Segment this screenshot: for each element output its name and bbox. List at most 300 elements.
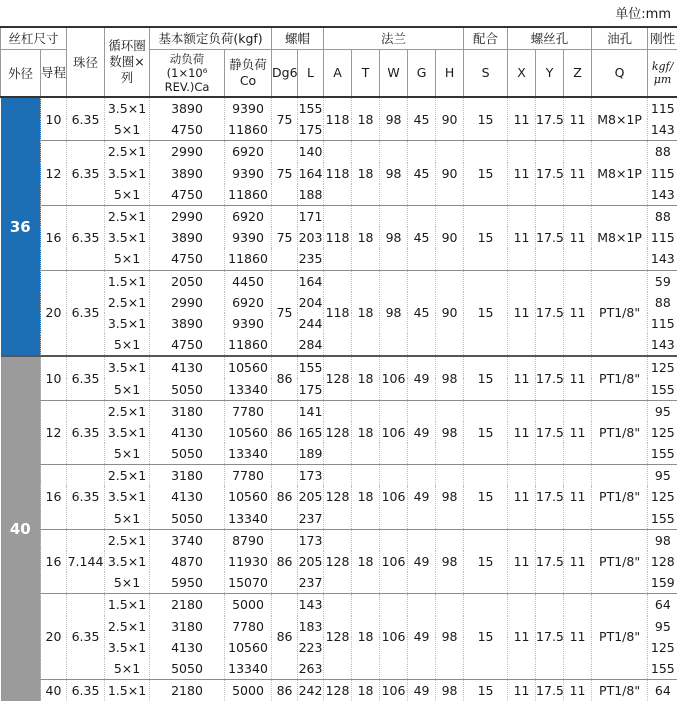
stiffness-cell: 115	[648, 313, 677, 334]
a-cell: 128	[324, 594, 352, 680]
header-static-load: 静负荷Co	[225, 49, 272, 97]
q-cell: M8×1P	[592, 97, 648, 141]
t-cell: 18	[352, 400, 380, 465]
w-cell: 106	[380, 594, 408, 680]
header-dg6: Dg6	[272, 49, 298, 97]
g-cell: 45	[408, 97, 436, 141]
dynamic-load-cell: 4130	[150, 637, 225, 658]
header-load-rating	[150, 27, 272, 49]
stiffness-cell: 98	[648, 529, 677, 551]
unit-label	[0, 0, 677, 26]
static-load-cell: 6920	[225, 292, 272, 313]
y-cell: 17.5	[536, 400, 564, 465]
stiffness-cell: 155	[648, 508, 677, 530]
a-cell: 128	[324, 680, 352, 701]
s-cell: 15	[464, 529, 508, 594]
static-load-cell: 15070	[225, 572, 272, 594]
w-cell: 106	[380, 400, 408, 465]
length-cell: 244	[298, 313, 324, 334]
h-cell: 90	[436, 270, 464, 356]
dg6-cell: 86	[272, 529, 298, 594]
stiffness-cell: 143	[648, 248, 677, 270]
length-cell: 175	[298, 378, 324, 400]
ball-dia-cell: 6.35	[67, 270, 105, 356]
length-cell: 173	[298, 529, 324, 551]
x-cell: 11	[508, 465, 536, 530]
dg6-cell: 86	[272, 400, 298, 465]
length-cell: 164	[298, 270, 324, 292]
static-load-cell: 11860	[225, 334, 272, 356]
w-cell: 98	[380, 270, 408, 356]
y-cell: 17.5	[536, 529, 564, 594]
g-cell: 49	[408, 529, 436, 594]
t-cell: 18	[352, 205, 380, 270]
a-cell: 128	[324, 356, 352, 400]
w-cell: 98	[380, 205, 408, 270]
static-load-cell: 10560	[225, 356, 272, 378]
length-cell: 242	[298, 680, 324, 701]
length-cell: 223	[298, 637, 324, 658]
stiffness-cell: 115	[648, 163, 677, 184]
z-cell: 11	[564, 400, 592, 465]
g-cell: 45	[408, 141, 436, 206]
length-cell: 164	[298, 163, 324, 184]
g-cell: 49	[408, 680, 436, 701]
w-cell: 98	[380, 141, 408, 206]
header-G: G	[408, 49, 436, 97]
stiffness-cell: 143	[648, 184, 677, 206]
circuits-cell: 5×1	[105, 119, 150, 141]
circuits-cell: 3.5×1	[105, 163, 150, 184]
table-row	[1, 356, 677, 378]
header-L: L	[298, 49, 324, 97]
dynamic-load-cell: 2990	[150, 292, 225, 313]
dynamic-load-cell: 4130	[150, 422, 225, 443]
static-load-cell: 13340	[225, 378, 272, 400]
q-cell: PT1/8"	[592, 680, 648, 701]
s-cell: 15	[464, 205, 508, 270]
dynamic-load-cell: 3180	[150, 616, 225, 637]
static-load-cell: 9390	[225, 313, 272, 334]
q-cell: M8×1P	[592, 141, 648, 206]
t-cell: 18	[352, 97, 380, 141]
y-cell: 17.5	[536, 465, 564, 530]
outer-diameter-cell: 36	[1, 97, 41, 356]
t-cell: 18	[352, 680, 380, 701]
circuits-cell: 2.5×1	[105, 465, 150, 487]
y-cell: 17.5	[536, 680, 564, 701]
z-cell: 11	[564, 594, 592, 680]
circuits-cell: 3.5×1	[105, 637, 150, 658]
header-T: T	[352, 49, 380, 97]
dg6-cell: 75	[272, 270, 298, 356]
length-cell: 165	[298, 422, 324, 443]
stiffness-cell: 88	[648, 205, 677, 227]
z-cell: 11	[564, 270, 592, 356]
length-cell: 155	[298, 97, 324, 119]
g-cell: 49	[408, 594, 436, 680]
table-row	[1, 97, 677, 119]
static-load-cell: 11860	[225, 119, 272, 141]
a-cell: 118	[324, 270, 352, 356]
w-cell: 106	[380, 680, 408, 701]
z-cell: 11	[564, 465, 592, 530]
w-cell: 98	[380, 97, 408, 141]
header-W: W	[380, 49, 408, 97]
z-cell: 11	[564, 205, 592, 270]
lead-cell: 40	[41, 680, 67, 701]
length-cell: 183	[298, 616, 324, 637]
static-load-cell: 9390	[225, 227, 272, 248]
stiffness-cell: 125	[648, 422, 677, 443]
table-row	[1, 400, 677, 422]
q-cell: PT1/8"	[592, 356, 648, 400]
stiffness-cell: 95	[648, 400, 677, 422]
static-load-cell: 7780	[225, 616, 272, 637]
circuits-cell: 1.5×1	[105, 680, 150, 701]
static-load-cell: 9390	[225, 163, 272, 184]
circuits-cell: 5×1	[105, 378, 150, 400]
circuits-cell: 3.5×1	[105, 313, 150, 334]
z-cell: 11	[564, 97, 592, 141]
ball-dia-cell: 6.35	[67, 205, 105, 270]
s-cell: 15	[464, 594, 508, 680]
dynamic-load-cell: 3890	[150, 163, 225, 184]
h-cell: 98	[436, 400, 464, 465]
q-cell: PT1/8"	[592, 529, 648, 594]
circuits-cell: 2.5×1	[105, 141, 150, 163]
circuits-cell: 5×1	[105, 572, 150, 594]
stiffness-cell: 115	[648, 227, 677, 248]
load-rating-text: 基本额定负荷(kgf)	[158, 31, 262, 46]
dynamic-load-cell: 2180	[150, 680, 225, 701]
circuits-cell: 2.5×1	[105, 205, 150, 227]
t-cell: 18	[352, 529, 380, 594]
dynamic-load-cell: 4750	[150, 334, 225, 356]
static-load-cell: 4450	[225, 270, 272, 292]
h-cell: 98	[436, 529, 464, 594]
x-cell: 11	[508, 270, 536, 356]
static-load-cell: 11860	[225, 248, 272, 270]
circuits-cell: 5×1	[105, 334, 150, 356]
lead-cell: 20	[41, 270, 67, 356]
length-cell: 189	[298, 443, 324, 465]
static-load-cell: 13340	[225, 658, 272, 680]
dg6-cell: 86	[272, 356, 298, 400]
ball-screw-spec-table	[0, 26, 677, 701]
header-fit: 配合	[464, 27, 508, 49]
q-cell: PT1/8"	[592, 465, 648, 530]
dynamic-load-cell: 5050	[150, 508, 225, 530]
dynamic-load-cell: 2990	[150, 205, 225, 227]
dynamic-load-cell: 2050	[150, 270, 225, 292]
q-cell: PT1/8"	[592, 270, 648, 356]
h-cell: 98	[436, 680, 464, 701]
header-nut: 螺帽	[272, 27, 324, 49]
stiffness-cell: 143	[648, 119, 677, 141]
w-cell: 106	[380, 356, 408, 400]
ball-dia-cell: 6.35	[67, 141, 105, 206]
static-load-cell: 6920	[225, 141, 272, 163]
table-row	[1, 205, 677, 227]
length-cell: 140	[298, 141, 324, 163]
header-ball-dia: 珠径	[67, 27, 105, 97]
t-cell: 18	[352, 270, 380, 356]
y-cell: 17.5	[536, 141, 564, 206]
header-flange: 法兰	[324, 27, 464, 49]
q-cell: PT1/8"	[592, 400, 648, 465]
z-cell: 11	[564, 141, 592, 206]
header-screw-size: 丝杠尺寸	[1, 27, 67, 49]
t-cell: 18	[352, 356, 380, 400]
t-cell: 18	[352, 465, 380, 530]
ball-dia-cell: 6.35	[67, 680, 105, 701]
stiffness-cell: 95	[648, 616, 677, 637]
outer-diameter-cell: 40	[1, 356, 41, 701]
static-load-cell: 11930	[225, 551, 272, 572]
header-A: A	[324, 49, 352, 97]
s-cell: 15	[464, 356, 508, 400]
length-cell: 263	[298, 658, 324, 680]
dg6-cell: 86	[272, 594, 298, 680]
header-X: X	[508, 49, 536, 97]
a-cell: 128	[324, 465, 352, 530]
circuits-cell: 5×1	[105, 443, 150, 465]
circuits-cell: 5×1	[105, 184, 150, 206]
circuits-cell: 3.5×1	[105, 356, 150, 378]
circuits-cell: 5×1	[105, 248, 150, 270]
dynamic-load-cell: 4130	[150, 356, 225, 378]
dynamic-load-cell: 3890	[150, 97, 225, 119]
a-cell: 118	[324, 141, 352, 206]
z-cell: 11	[564, 529, 592, 594]
static-load-cell: 10560	[225, 637, 272, 658]
ball-dia-cell: 6.35	[67, 356, 105, 400]
t-cell: 18	[352, 141, 380, 206]
lead-cell: 12	[41, 141, 67, 206]
stiffness-cell: 128	[648, 551, 677, 572]
circuits-cell: 3.5×1	[105, 551, 150, 572]
x-cell: 11	[508, 594, 536, 680]
circuits-cell: 3.5×1	[105, 422, 150, 443]
dynamic-load-cell: 4750	[150, 248, 225, 270]
header-stiffness: 刚性	[648, 27, 677, 49]
dynamic-load-cell: 5050	[150, 658, 225, 680]
length-cell: 237	[298, 508, 324, 530]
circuits-cell: 3.5×1	[105, 97, 150, 119]
length-cell: 155	[298, 356, 324, 378]
circuits-cell: 2.5×1	[105, 616, 150, 637]
x-cell: 11	[508, 529, 536, 594]
dynamic-load-cell: 3180	[150, 465, 225, 487]
table-header	[1, 27, 677, 97]
stiffness-cell: 95	[648, 465, 677, 487]
g-cell: 45	[408, 205, 436, 270]
stiffness-cell: 125	[648, 637, 677, 658]
static-load-cell: 9390	[225, 97, 272, 119]
dg6-cell: 86	[272, 680, 298, 701]
q-cell: M8×1P	[592, 205, 648, 270]
static-load-cell: 13340	[225, 508, 272, 530]
header-H: H	[436, 49, 464, 97]
header-circuits: 循环圈数圈×列	[105, 27, 150, 97]
dynamic-load-cell: 5950	[150, 572, 225, 594]
length-cell: 203	[298, 227, 324, 248]
s-cell: 15	[464, 680, 508, 701]
static-load-cell: 7780	[225, 400, 272, 422]
y-cell: 17.5	[536, 356, 564, 400]
unit-text: 单位:mm	[615, 3, 671, 22]
a-cell: 128	[324, 400, 352, 465]
dynamic-load-cell: 3180	[150, 400, 225, 422]
dynamic-load-cell: 4750	[150, 119, 225, 141]
dynamic-load-cell: 4130	[150, 486, 225, 507]
x-cell: 11	[508, 356, 536, 400]
stiffness-cell: 64	[648, 594, 677, 616]
header-bolt-hole: 螺丝孔	[508, 27, 592, 49]
h-cell: 98	[436, 594, 464, 680]
y-cell: 17.5	[536, 97, 564, 141]
header-stiff-unit: kgf/μm	[648, 49, 677, 97]
z-cell: 11	[564, 356, 592, 400]
length-cell: 175	[298, 119, 324, 141]
table-row	[1, 529, 677, 551]
dynamic-load-cell: 2180	[150, 594, 225, 616]
table-row	[1, 465, 677, 487]
s-cell: 15	[464, 270, 508, 356]
stiffness-cell: 64	[648, 680, 677, 701]
static-load-cell: 11860	[225, 184, 272, 206]
circuits-cell: 3.5×1	[105, 227, 150, 248]
circuits-cell: 2.5×1	[105, 400, 150, 422]
circuits-cell: 5×1	[105, 658, 150, 680]
stiffness-cell: 88	[648, 292, 677, 313]
dg6-cell: 75	[272, 205, 298, 270]
header-oil-hole: 油孔	[592, 27, 648, 49]
h-cell: 98	[436, 356, 464, 400]
x-cell: 11	[508, 205, 536, 270]
w-cell: 106	[380, 465, 408, 530]
lead-cell: 16	[41, 465, 67, 530]
static-load-cell: 5000	[225, 594, 272, 616]
length-cell: 141	[298, 400, 324, 422]
header-Z: Z	[564, 49, 592, 97]
lead-cell: 10	[41, 356, 67, 400]
stiffness-cell: 59	[648, 270, 677, 292]
s-cell: 15	[464, 400, 508, 465]
lead-cell: 20	[41, 594, 67, 680]
w-cell: 106	[380, 529, 408, 594]
table-body	[1, 97, 677, 701]
table-row	[1, 594, 677, 616]
lead-cell: 10	[41, 97, 67, 141]
z-cell: 11	[564, 680, 592, 701]
lead-cell: 12	[41, 400, 67, 465]
header-dynamic-load: 动负荷(1×10⁶ REV.)Ca	[150, 49, 225, 97]
length-cell: 173	[298, 465, 324, 487]
circuits-cell: 5×1	[105, 508, 150, 530]
static-load-cell: 7780	[225, 465, 272, 487]
circuits-cell: 2.5×1	[105, 529, 150, 551]
stiffness-cell: 159	[648, 572, 677, 594]
static-load-cell: 6920	[225, 205, 272, 227]
dynamic-load-cell: 5050	[150, 378, 225, 400]
x-cell: 11	[508, 680, 536, 701]
ball-dia-cell: 6.35	[67, 400, 105, 465]
stiffness-cell: 155	[648, 443, 677, 465]
dynamic-load-cell: 3740	[150, 529, 225, 551]
header-S: S	[464, 49, 508, 97]
h-cell: 90	[436, 97, 464, 141]
circuits-cell: 2.5×1	[105, 292, 150, 313]
length-cell: 188	[298, 184, 324, 206]
x-cell: 11	[508, 97, 536, 141]
a-cell: 118	[324, 97, 352, 141]
header-Y: Y	[536, 49, 564, 97]
length-cell: 235	[298, 248, 324, 270]
stiffness-cell: 125	[648, 486, 677, 507]
s-cell: 15	[464, 141, 508, 206]
dynamic-load-cell: 4750	[150, 184, 225, 206]
length-cell: 143	[298, 594, 324, 616]
g-cell: 45	[408, 270, 436, 356]
stiffness-cell: 88	[648, 141, 677, 163]
length-cell: 205	[298, 486, 324, 507]
length-cell: 284	[298, 334, 324, 356]
table-row	[1, 680, 677, 701]
stiffness-cell: 125	[648, 356, 677, 378]
circuits-cell: 1.5×1	[105, 594, 150, 616]
g-cell: 49	[408, 400, 436, 465]
h-cell: 98	[436, 465, 464, 530]
header-Q: Q	[592, 49, 648, 97]
lead-cell: 16	[41, 205, 67, 270]
ball-dia-cell: 6.35	[67, 97, 105, 141]
dg6-cell: 75	[272, 141, 298, 206]
length-cell: 205	[298, 551, 324, 572]
dg6-cell: 86	[272, 465, 298, 530]
static-load-cell: 8790	[225, 529, 272, 551]
q-cell: PT1/8"	[592, 594, 648, 680]
t-cell: 18	[352, 594, 380, 680]
dynamic-load-cell: 4870	[150, 551, 225, 572]
x-cell: 11	[508, 141, 536, 206]
static-load-cell: 13340	[225, 443, 272, 465]
stiffness-cell: 115	[648, 97, 677, 119]
table-row	[1, 141, 677, 163]
s-cell: 15	[464, 97, 508, 141]
y-cell: 17.5	[536, 594, 564, 680]
static-load-cell: 10560	[225, 486, 272, 507]
header-lead: 导程	[41, 49, 67, 97]
header-outer-dia: 外径	[1, 49, 41, 97]
h-cell: 90	[436, 205, 464, 270]
dynamic-load-cell: 5050	[150, 443, 225, 465]
stiffness-cell: 143	[648, 334, 677, 356]
stiffness-cell: 155	[648, 658, 677, 680]
ball-dia-cell: 6.35	[67, 594, 105, 680]
g-cell: 49	[408, 465, 436, 530]
length-cell: 171	[298, 205, 324, 227]
circuits-cell: 1.5×1	[105, 270, 150, 292]
dg6-cell: 75	[272, 97, 298, 141]
circuits-cell: 3.5×1	[105, 486, 150, 507]
dynamic-load-cell: 2990	[150, 141, 225, 163]
dynamic-load-cell: 3890	[150, 313, 225, 334]
g-cell: 49	[408, 356, 436, 400]
length-cell: 204	[298, 292, 324, 313]
y-cell: 17.5	[536, 205, 564, 270]
